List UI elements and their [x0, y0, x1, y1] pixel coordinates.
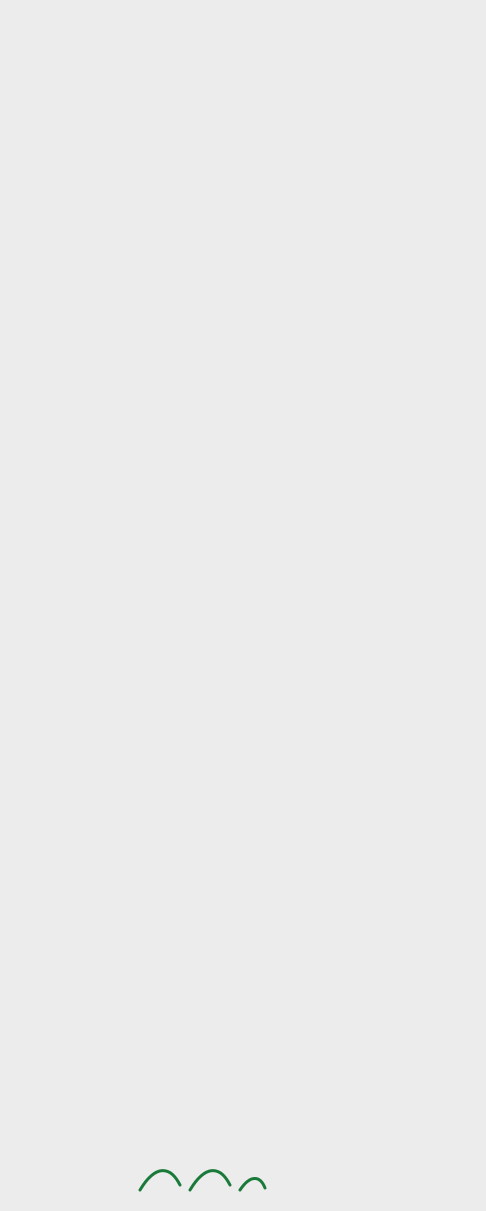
handwritten-number-mark — [130, 1160, 270, 1200]
notice-body — [12, 78, 474, 1093]
